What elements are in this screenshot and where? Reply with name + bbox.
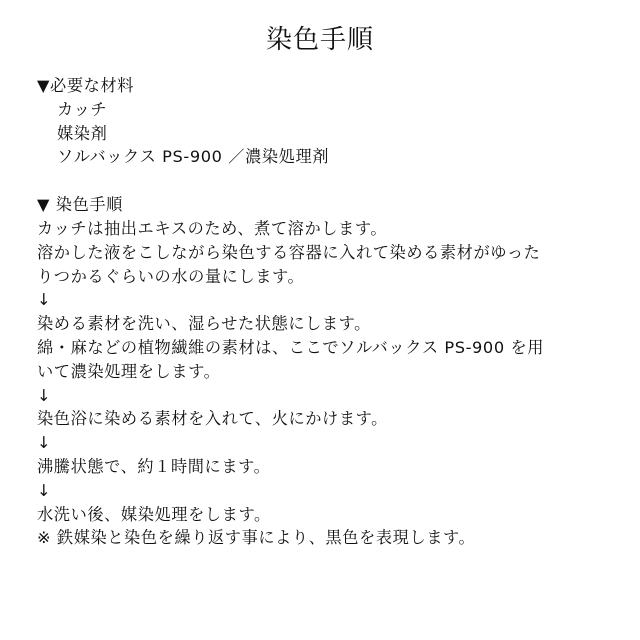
procedure-arrow: ↓ bbox=[37, 385, 52, 405]
materials-heading: ▼必要な材料 bbox=[37, 76, 134, 95]
procedure-line: りつかるぐらいの水の量にします。 bbox=[37, 266, 305, 286]
procedure-heading: ▼ 染色手順 bbox=[37, 195, 123, 215]
procedure-line: 沸騰状態で、約１時間にます。 bbox=[37, 456, 271, 476]
procedure-arrow: ↓ bbox=[37, 480, 52, 500]
procedure-line: カッチは抽出エキスのため、煮て溶かします。 bbox=[37, 218, 388, 238]
material-item-solvax: ソルバックス PS-900 ／濃染処理剤 bbox=[57, 147, 330, 167]
procedure-line: 水洗い後、媒染処理をします。 bbox=[37, 504, 271, 524]
procedure-note: ※ 鉄媒染と染色を繰り返す事により、黒色を表現します。 bbox=[37, 528, 476, 548]
procedure-arrow: ↓ bbox=[37, 433, 52, 453]
procedure-line: 綿・麻などの植物繊維の素材は、ここでソルバックス PS-900 を用 bbox=[37, 337, 545, 357]
procedure-line: 溶かした液をこしながら染色する容器に入れて染める素材がゆった bbox=[37, 242, 541, 262]
document-body bbox=[37, 74, 617, 550]
page-title: 染色手順 bbox=[265, 25, 374, 55]
material-item-mordant: 媒染剤 bbox=[57, 123, 108, 143]
procedure-line: 染色浴に染める素材を入れて、火にかけます。 bbox=[37, 409, 388, 429]
material-item-katch: カッチ bbox=[57, 99, 108, 119]
procedure-line: いて濃染処理をします。 bbox=[37, 361, 221, 381]
procedure-arrow: ↓ bbox=[37, 290, 52, 310]
section-spacer bbox=[37, 169, 617, 193]
procedure-line: 染める素材を洗い、湿らせた状態にします。 bbox=[37, 314, 371, 334]
